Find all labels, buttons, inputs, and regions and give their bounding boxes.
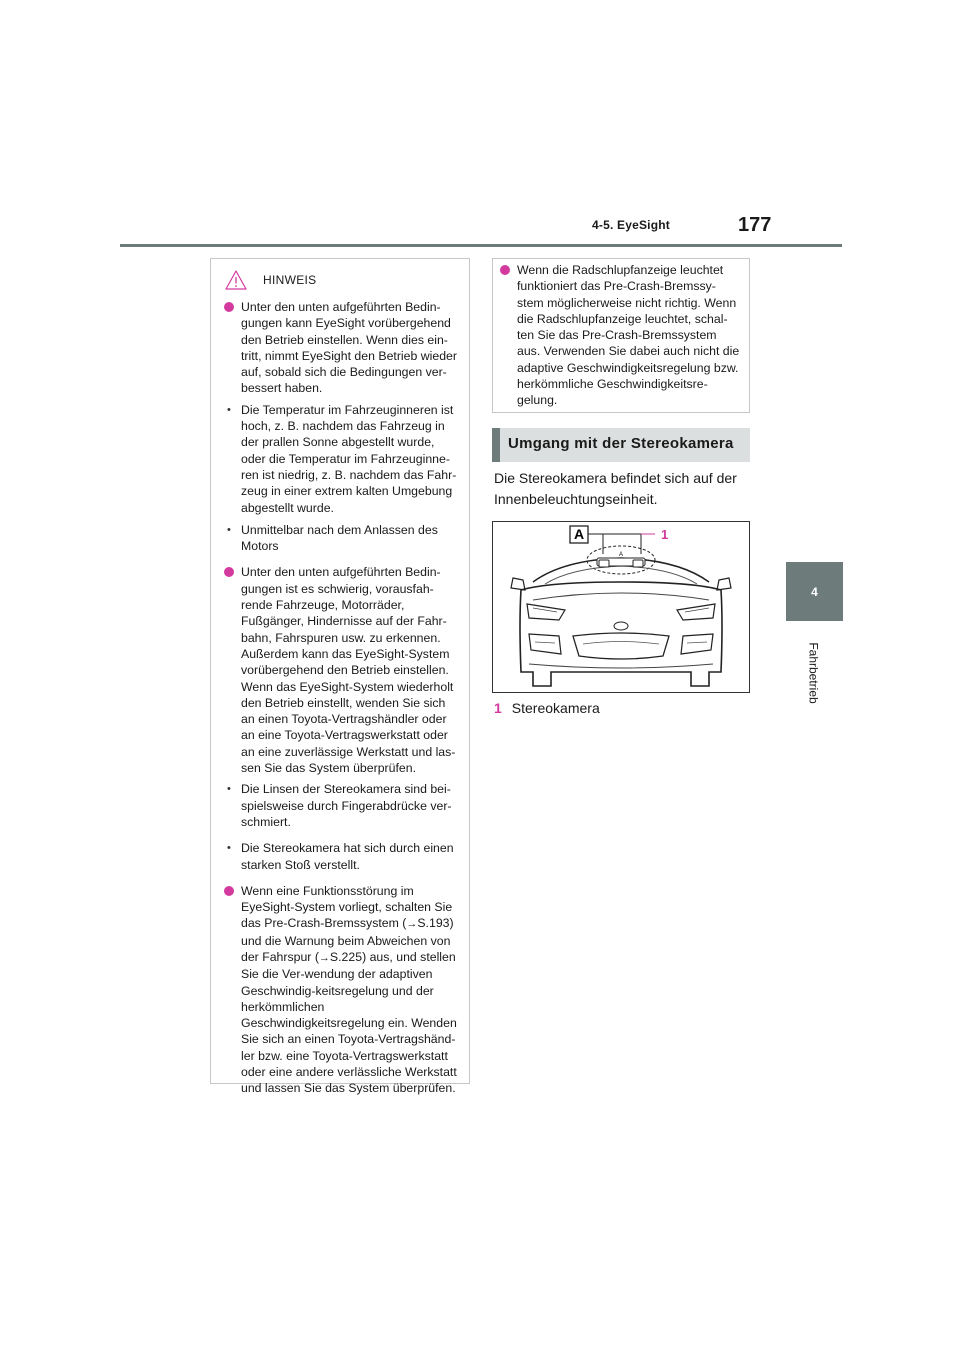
note-subitem: • Die Temperatur im Fahrzeuginneren ist hoch, z. B. nachdem das Fahrzeug in der prallen Sonne abgestellt wurde, oder die Temperatur im Fahrzeuginne-ren ist niedrig, z. B. nachdem das Fahr-zeug in einer extrem kalten Umgebung abgestellt wurde. (223, 402, 459, 516)
note-box (210, 258, 470, 1096)
car-front-illustration (493, 522, 749, 692)
chapter-number: 4 (811, 584, 818, 599)
note-subitem: • Die Linsen der Stereokamera sind bei-spielsweise durch Fingerabdrücke ver-schmiert. (223, 781, 459, 830)
chapter-label (771, 630, 856, 715)
figure-label-a: A (573, 526, 585, 542)
note-bullet-malfunction: Wenn eine Funktionsstörung im EyeSight-System vorliegt, schalten Sie das Pre-Crash-Bremssystem (→S.193) und die Warnung beim Abweichen von der Fahrspur (→S.225) aus, und stellen Sie die Ver-wendung der adaptiven Geschwindig-keitsregelung und der herkömmlichen Geschwindigkeitsregelung ein. Wenden Sie sich an einen Toyota-Vertragshänd-ler bzw. eine Toyota-Vertragswerkstatt oder eine andere verlässliche Werkstatt und lassen Sie das System überprüfen. (223, 883, 459, 1097)
figure-caption (494, 700, 600, 716)
note-header (223, 267, 459, 293)
section-title: 4-5. EyeSight (592, 218, 670, 232)
note-text: Wenn eine Funktionsstörung im EyeSight-System vorliegt, schalten Sie das Pre-Crash-Bremssystem (241, 883, 453, 931)
note-bullet: Unter den unten aufgeführten Bedin-gungen ist es schwierig, vorausfah-rende Fahrzeuge, Motorräder, Fußgänger, Hindernisse auf der Fahr-bahn, Fahrspuren usw. zu erkennen. Außerdem kann das EyeSight-System vorübergehend den Betrieb einstellen. Wenn das EyeSight-System wiederholt den Betrieb einstellt, wenden Sie sich an einen Toyota-Vertragshändler oder an eine Toyota-Vertragswerkstatt oder an eine zuverlässige Werkstatt und las-sen Sie das System überprüfen. (223, 564, 459, 776)
note-subitem: • Die Stereokamera hat sich durch einen starken Stoß verstellt. (223, 840, 459, 873)
note-text: ) und die Warnung beim Abweichen von der Fahrspur (241, 916, 454, 964)
note-title: HINWEIS (263, 272, 317, 287)
caption-number: 1 (494, 700, 502, 716)
arrow-right-icon: → (318, 951, 330, 964)
figure-callout-number: 1 (661, 527, 669, 542)
page-number: 177 (738, 214, 772, 236)
caption-text: Stereokamera (511, 700, 600, 716)
chapter-label-text: Fahrbetrieb (806, 641, 821, 704)
header-rule (120, 244, 842, 247)
page-reference-link[interactable]: S.193 (417, 916, 450, 931)
note-box-wheel-slip (492, 258, 750, 413)
section-body: Die Stereokamera befindet sich auf der Innenbeleuchtungseinheit. (494, 470, 737, 507)
section-heading-text: Umgang mit der Stereokamera (508, 435, 734, 452)
note-bullet: Unter den unten aufgeführten Bedin-gungen kann EyeSight vorübergehend den Betrieb einstellen. Wenn dies ein-tritt, nimmt EyeSight den Betrieb wieder auf, sobald sich die Bedingungen ver-bessert haben. (223, 299, 459, 397)
note-subitem: • Unmittelbar nach dem Anlassen des Motors (223, 522, 459, 555)
camera-mark: A (618, 552, 624, 558)
note-text: ) aus, und stellen Sie die Ver-wendung der adaptiven Geschwindig-keitsregelung und der herkömmlichen Geschwindigkeitsregelung ein. Wenden Sie sich an einen Toyota-Vertragshänd-ler bzw. eine Toyota-Vertragswerkstatt oder eine andere verlässliche Werkstatt und lassen Sie das System überprüfen. (241, 949, 457, 1096)
page-reference-link[interactable]: S.225 (329, 949, 363, 964)
note-bullet: Wenn die Radschlupfanzeige leuchtet funktioniert das Pre-Crash-Bremssy-stem möglicherweise nicht richtig. Wenn die Radschlupfanzeige leuchtet, schal-ten Sie das Pre-Crash-Bremssystem aus. Verwenden Sie dabei auch nicht die adaptive Geschwindigkeitsregelung bzw. herkömmliche Geschwindigkeitsre-gelung. (499, 262, 741, 409)
chapter-tab (786, 562, 843, 621)
arrow-right-icon: → (406, 918, 418, 931)
warning-icon (225, 270, 247, 290)
car-illustration (492, 521, 750, 693)
section-heading (492, 428, 750, 462)
